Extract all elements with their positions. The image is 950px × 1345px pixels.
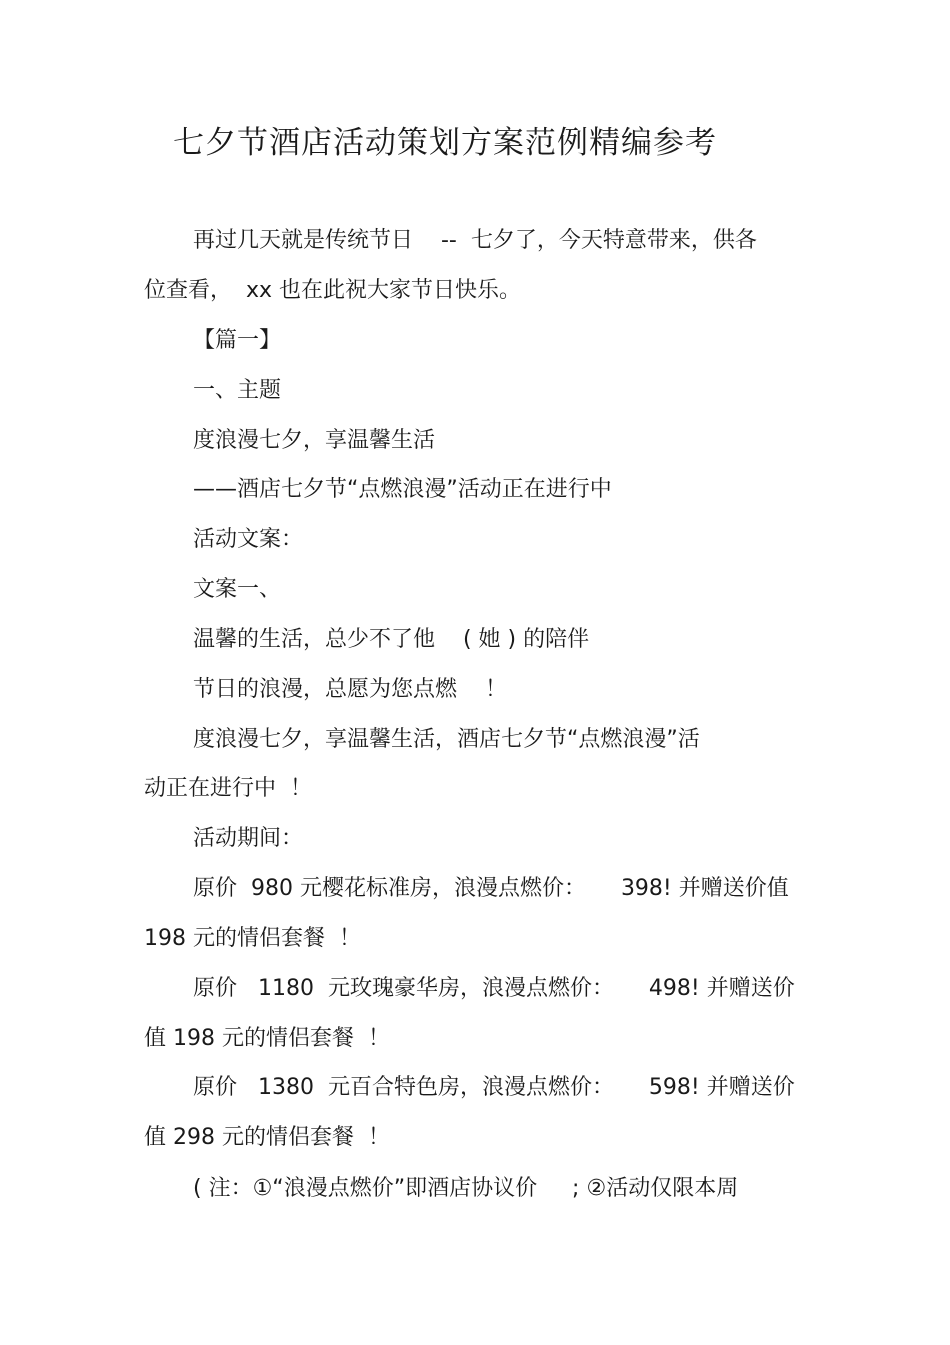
paragraph-line: 度浪漫七夕，享温馨生活，酒店七夕节“点燃浪漫”活 (193, 727, 700, 752)
section-heading: 【篇一】 (193, 328, 282, 353)
paragraph-line: 节日的浪漫，总愿为您点燃 ！ (193, 677, 507, 702)
paragraph-line: 活动期间： (193, 826, 304, 851)
paragraph-line: 值 198 元的情侣套餐 ！ (144, 1026, 390, 1051)
paragraph-line: ——酒店七夕节“点燃浪漫”活动正在进行中 (193, 477, 612, 502)
section-heading: 一、主题 (193, 378, 282, 403)
paragraph-line: 值 298 元的情侣套餐 ！ (144, 1125, 390, 1150)
paragraph-line: 动正在进行中 ！ (144, 776, 312, 801)
paragraph-line: 原价 980 元樱花标准房，浪漫点燃价： 398! 并赠送价值 (193, 876, 789, 901)
paragraph-line: 位查看， xx 也在此祝大家节日快乐。 (144, 278, 522, 303)
paragraph-line: 活动文案： (193, 527, 304, 552)
paragraph-line: ( 注：①“浪漫点燃价”即酒店协议价 ; ②活动仅限本周 (193, 1176, 739, 1201)
paragraph-line: 原价 1380 元百合特色房，浪漫点燃价： 598! 并赠送价 (193, 1075, 795, 1100)
paragraph-line: 温馨的生活，总少不了他 ( 她 ) 的陪伴 (193, 627, 590, 652)
paragraph-line: 度浪漫七夕，享温馨生活 (193, 428, 436, 453)
document-title: 七夕节酒店活动策划方案范例精编参考 (173, 125, 717, 161)
paragraph-line: 再过几天就是传统节日 -- 七夕了，今天特意带来，供各 (193, 228, 757, 253)
paragraph-line: 198 元的情侣套餐 ！ (144, 926, 361, 951)
paragraph-line: 原价 1180 元玫瑰豪华房，浪漫点燃价： 498! 并赠送价 (193, 976, 795, 1001)
paragraph-line: 文案一、 (193, 577, 282, 602)
